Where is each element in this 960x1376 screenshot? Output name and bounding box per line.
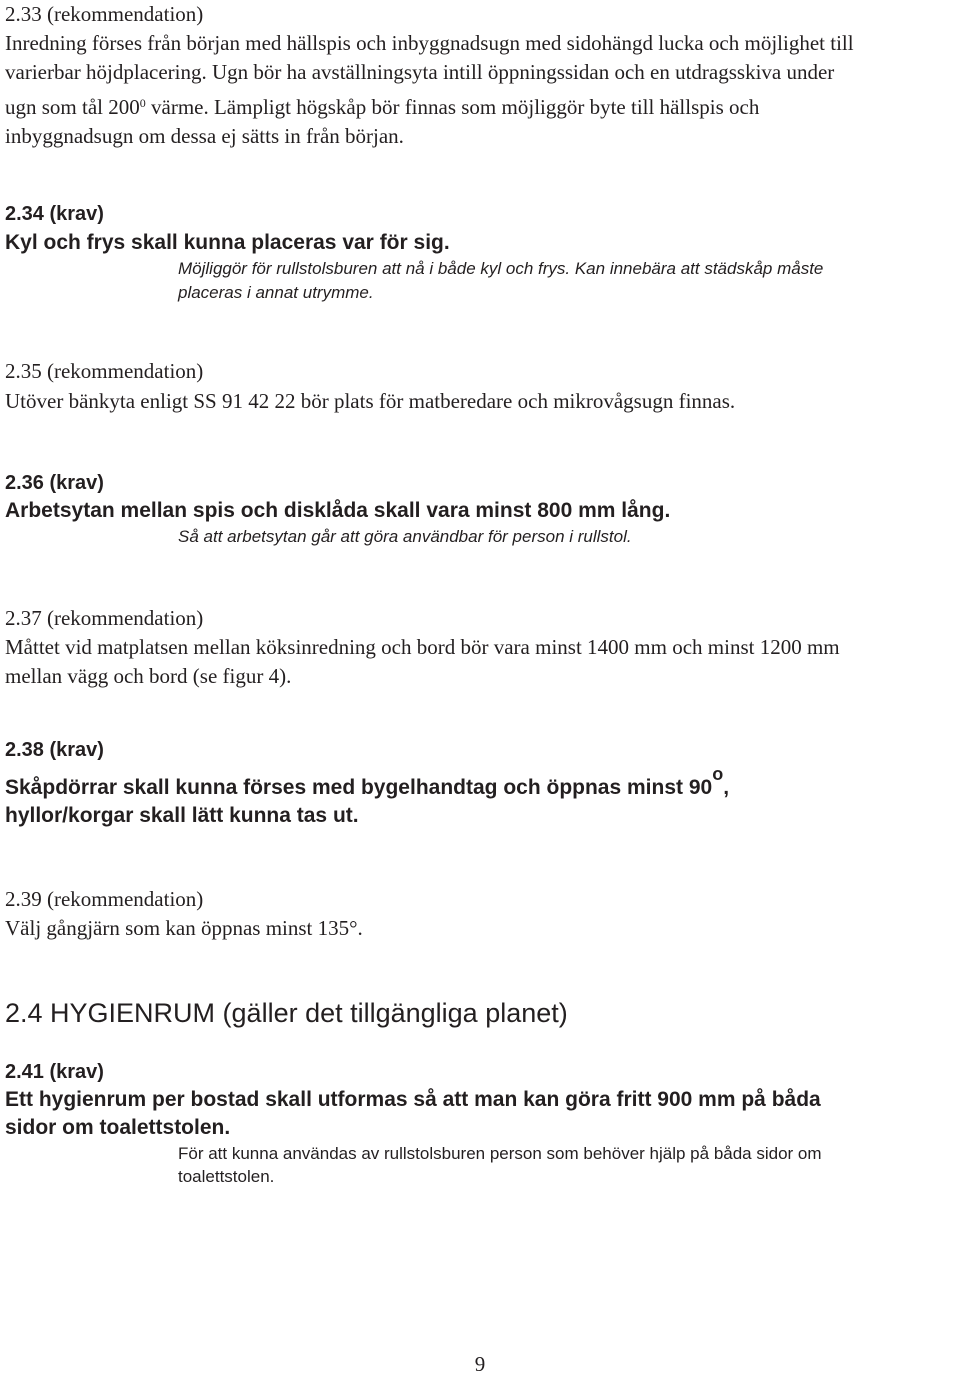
section-heading: 2.34 (krav) bbox=[5, 203, 104, 225]
superscript-degree: o bbox=[712, 764, 724, 784]
paragraph-line: Välj gångjärn som kan öppnas minst 135°. bbox=[5, 916, 363, 940]
section-heading: 2.37 (rekommendation) bbox=[5, 606, 204, 630]
section-2-39 bbox=[5, 885, 960, 943]
requirement-text: Arbetsytan mellan spis och disklåda skall vara minst 800 mm lång. bbox=[5, 499, 671, 522]
section-heading: 2.39 (rekommendation) bbox=[5, 887, 204, 911]
section-heading: 2.33 (rekommendation) bbox=[5, 2, 204, 26]
paragraph-line: mellan vägg och bord (se figur 4). bbox=[5, 664, 292, 688]
requirement-text: Ett hygienrum per bostad skall utformas så att man kan göra fritt 900 mm på båda bbox=[5, 1088, 821, 1111]
requirement-text: hyllor/korgar skall lätt kunna tas ut. bbox=[5, 804, 359, 827]
paragraph-line: varierbar höjdplacering. Ugn bör ha avställningsyta intill öppningssidan och en utdragsskiva under bbox=[5, 60, 835, 84]
section-2-37 bbox=[5, 604, 960, 691]
page-number: 9 bbox=[474, 1352, 486, 1376]
paragraph-line: Inredning förses från början med hällspis och inbyggnadsugn med sidohängd lucka och möjlighet till bbox=[5, 31, 854, 55]
section-2-4 bbox=[5, 995, 960, 1031]
requirement-text: Skåpdörrar skall kunna förses med bygelhandtag och öppnas minst 90$^o$, bbox=[5, 764, 730, 799]
section-heading: 2.36 (krav) bbox=[5, 472, 104, 494]
note-line: För att kunna användas av rullstolsburen person som behöver hjälp på båda sidor om bbox=[178, 1144, 822, 1163]
note-line: toalettstolen. bbox=[178, 1167, 275, 1186]
paragraph-line: Utöver bänkyta enligt SS 91 42 22 bör plats för matberedare och mikrovågsugn finnas. bbox=[5, 389, 736, 413]
note-line: Så att arbetsytan går att göra användbar för person i rullstol. bbox=[178, 527, 632, 546]
section-2-35 bbox=[5, 356, 960, 416]
requirement-text: Kyl och frys skall kunna placeras var för sig. bbox=[5, 231, 450, 254]
note-line: Möjliggör för rullstolsburen att nå i både kyl och frys. Kan innebära att städskåp måste bbox=[178, 259, 824, 278]
section-heading: 2.41 (krav) bbox=[5, 1061, 104, 1083]
section-2-36 bbox=[5, 469, 960, 549]
section-2-34 bbox=[5, 200, 960, 305]
chapter-heading: 2.4 HYGIENRUM (gäller det tillgängliga planet) bbox=[5, 998, 568, 1028]
requirement-text: sidor om toalettstolen. bbox=[5, 1116, 231, 1139]
note-line: placeras i annat utrymme. bbox=[178, 283, 374, 302]
section-heading: 2.38 (krav) bbox=[5, 739, 104, 761]
section-2-38 bbox=[5, 736, 960, 830]
paragraph-line: Måttet vid matplatsen mellan köksinredning och bord bör vara minst 1400 mm och minst 1200 mm bbox=[5, 635, 840, 659]
paragraph-line: inbyggnadsugn om dessa ej sätts in från början. bbox=[5, 124, 404, 148]
section-heading: 2.35 (rekommendation) bbox=[5, 359, 204, 383]
superscript-degree: 0 bbox=[139, 96, 146, 110]
section-2-33 bbox=[5, 0, 960, 151]
section-2-41 bbox=[5, 1058, 960, 1188]
paragraph-line: ugn som tål $200^0$ värme. Lämpligt högskåp bör finnas som möjliggör byte till hällspis och bbox=[5, 95, 760, 119]
